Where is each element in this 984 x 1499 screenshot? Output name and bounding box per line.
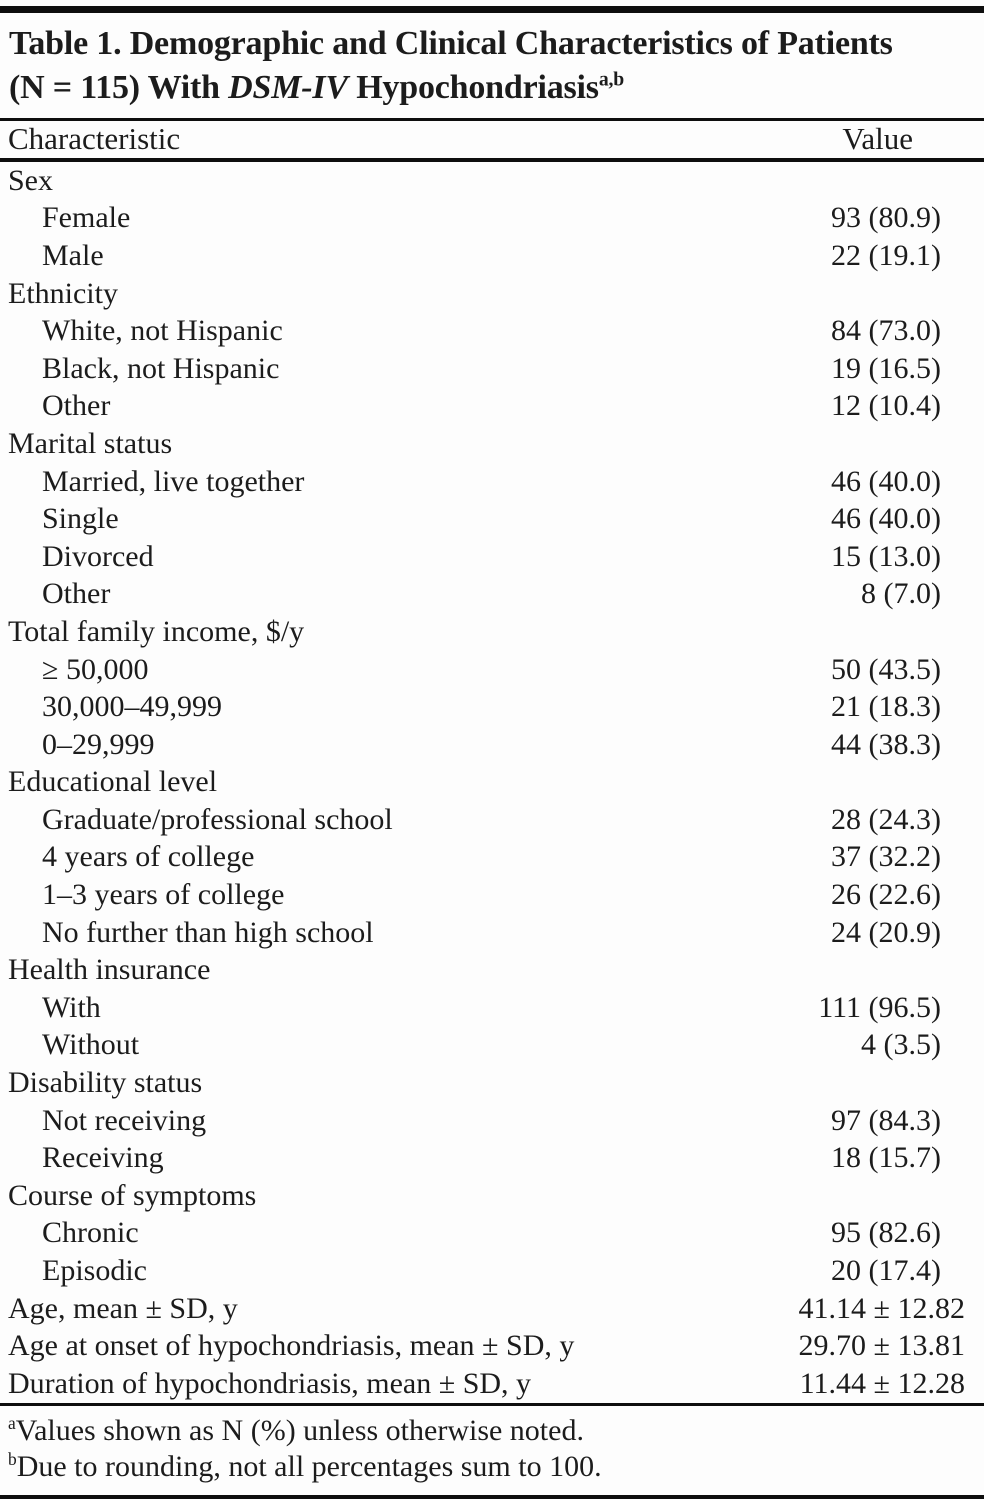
characteristic-cell: White, not Hispanic — [42, 314, 283, 348]
value-cell: 24 (20.9) — [831, 915, 941, 949]
table-row — [0, 651, 984, 689]
value-cell: 19 (16.5) — [831, 351, 941, 385]
table-footnotes — [0, 1406, 984, 1495]
characteristic-cell: Health insurance — [8, 953, 211, 987]
characteristic-cell: Graduate/professional school — [42, 802, 393, 836]
table-row — [0, 1365, 984, 1403]
table-body — [0, 162, 984, 1403]
footnote-line — [8, 1413, 976, 1449]
table-title-footnote-marker: a,b — [598, 69, 624, 92]
table-title-line2-prefix: (N = 115) With — [9, 69, 229, 107]
footnote-line — [8, 1449, 976, 1485]
characteristic-cell: Ethnicity — [8, 276, 118, 310]
value-cell: 84 (73.0) — [831, 314, 941, 348]
characteristic-cell: Course of symptoms — [8, 1178, 257, 1212]
table-row — [0, 576, 984, 614]
footnote-marker: b — [8, 1448, 17, 1469]
footnote-text: Due to rounding, not all percentages sum to 100. — [16, 1449, 602, 1483]
characteristic-cell: Episodic — [42, 1254, 147, 1288]
table-row — [0, 1102, 984, 1140]
characteristic-cell: Educational level — [8, 765, 218, 799]
table-row — [0, 350, 984, 388]
value-cell: 18 (15.7) — [831, 1141, 941, 1175]
characteristic-cell: Sex — [8, 163, 53, 197]
characteristic-cell: 30,000–49,999 — [42, 690, 222, 724]
table-row — [0, 951, 984, 989]
table-row — [0, 1064, 984, 1102]
characteristic-cell: 0–29,999 — [42, 727, 155, 761]
value-cell: 93 (80.9) — [831, 201, 941, 235]
value-cell: 111 (96.5) — [818, 990, 941, 1024]
value-cell: 46 (40.0) — [831, 464, 941, 498]
characteristic-cell: ≥ 50,000 — [42, 652, 149, 686]
characteristic-cell: Receiving — [42, 1141, 164, 1175]
column-header-value: Value — [842, 121, 913, 157]
characteristic-cell: Age at onset of hypochondriasis, mean ± SD, y — [8, 1329, 575, 1363]
table-row — [0, 275, 984, 313]
value-cell: 20 (17.4) — [831, 1254, 941, 1288]
table-row — [0, 613, 984, 651]
value-cell: 46 (40.0) — [831, 502, 941, 536]
value-cell: 44 (38.3) — [831, 727, 941, 761]
value-cell: 37 (32.2) — [831, 840, 941, 874]
characteristic-cell: Other — [42, 389, 111, 423]
characteristic-cell: 4 years of college — [42, 840, 255, 874]
characteristic-cell: With — [42, 990, 101, 1024]
table-row — [0, 989, 984, 1027]
table-header-row — [0, 121, 984, 158]
characteristic-cell: Divorced — [42, 539, 154, 573]
characteristic-cell: Not receiving — [42, 1103, 207, 1137]
column-header-characteristic: Characteristic — [8, 121, 181, 157]
characteristic-cell: Without — [42, 1028, 140, 1062]
table-title-line1: Table 1. Demographic and Clinical Characteristics of Patients — [9, 25, 893, 63]
table-row — [0, 200, 984, 238]
table-row — [0, 500, 984, 538]
table-row — [0, 312, 984, 350]
table-row — [0, 1027, 984, 1065]
value-cell: 4 (3.5) — [861, 1028, 941, 1062]
value-cell: 95 (82.6) — [831, 1216, 941, 1250]
table-row — [0, 1139, 984, 1177]
table-row — [0, 839, 984, 877]
table-row — [0, 463, 984, 501]
table-row — [0, 162, 984, 200]
table-row — [0, 237, 984, 275]
characteristic-cell: Chronic — [42, 1216, 139, 1250]
table-row — [0, 688, 984, 726]
value-cell: 50 (43.5) — [831, 652, 941, 686]
characteristic-cell: Single — [42, 502, 119, 536]
table-title-dsm-iv: DSM-IV — [228, 69, 348, 107]
characteristic-cell: 1–3 years of college — [42, 878, 285, 912]
value-cell: 12 (10.4) — [831, 389, 941, 423]
table-row — [0, 1215, 984, 1253]
value-cell: 11.44 ± 12.28 — [799, 1366, 965, 1400]
value-cell: 28 (24.3) — [831, 802, 941, 836]
characteristic-cell: Other — [42, 577, 111, 611]
table-row — [0, 764, 984, 802]
characteristic-cell: Marital status — [8, 426, 173, 460]
characteristic-cell: Male — [42, 238, 104, 272]
table-row — [0, 1327, 984, 1365]
value-cell: 21 (18.3) — [831, 690, 941, 724]
table-row — [0, 538, 984, 576]
table-row — [0, 388, 984, 426]
value-cell: 41.14 ± 12.82 — [798, 1291, 965, 1325]
table-bottom-bar — [0, 1495, 984, 1499]
value-cell: 22 (19.1) — [831, 238, 941, 272]
characteristic-cell: Black, not Hispanic — [42, 351, 280, 385]
value-cell: 29.70 ± 13.81 — [798, 1329, 965, 1363]
footnote-text: Values shown as N (%) unless otherwise noted. — [15, 1413, 584, 1447]
characteristic-cell: Total family income, $/y — [8, 614, 305, 648]
characteristic-cell: Disability status — [8, 1066, 203, 1100]
value-cell: 15 (13.0) — [831, 539, 941, 573]
table-row — [0, 914, 984, 952]
characteristic-cell: Female — [42, 201, 131, 235]
table-title — [0, 13, 984, 118]
footnote-marker: a — [8, 1412, 16, 1433]
characteristic-cell: Married, live together — [42, 464, 305, 498]
characteristic-cell: No further than high school — [42, 915, 374, 949]
table-top-bar — [0, 6, 984, 13]
table-row — [0, 1290, 984, 1328]
table-row — [0, 801, 984, 839]
table-row — [0, 726, 984, 764]
table-row — [0, 1177, 984, 1215]
table-title-line2-suffix: Hypochondriasis — [347, 69, 599, 107]
value-cell: 8 (7.0) — [861, 577, 941, 611]
table-row — [0, 425, 984, 463]
value-cell: 97 (84.3) — [831, 1103, 941, 1137]
value-cell: 26 (22.6) — [831, 878, 941, 912]
table-row — [0, 876, 984, 914]
characteristic-cell: Age, mean ± SD, y — [8, 1291, 238, 1325]
characteristic-cell: Duration of hypochondriasis, mean ± SD, y — [8, 1366, 532, 1400]
table-row — [0, 1252, 984, 1290]
